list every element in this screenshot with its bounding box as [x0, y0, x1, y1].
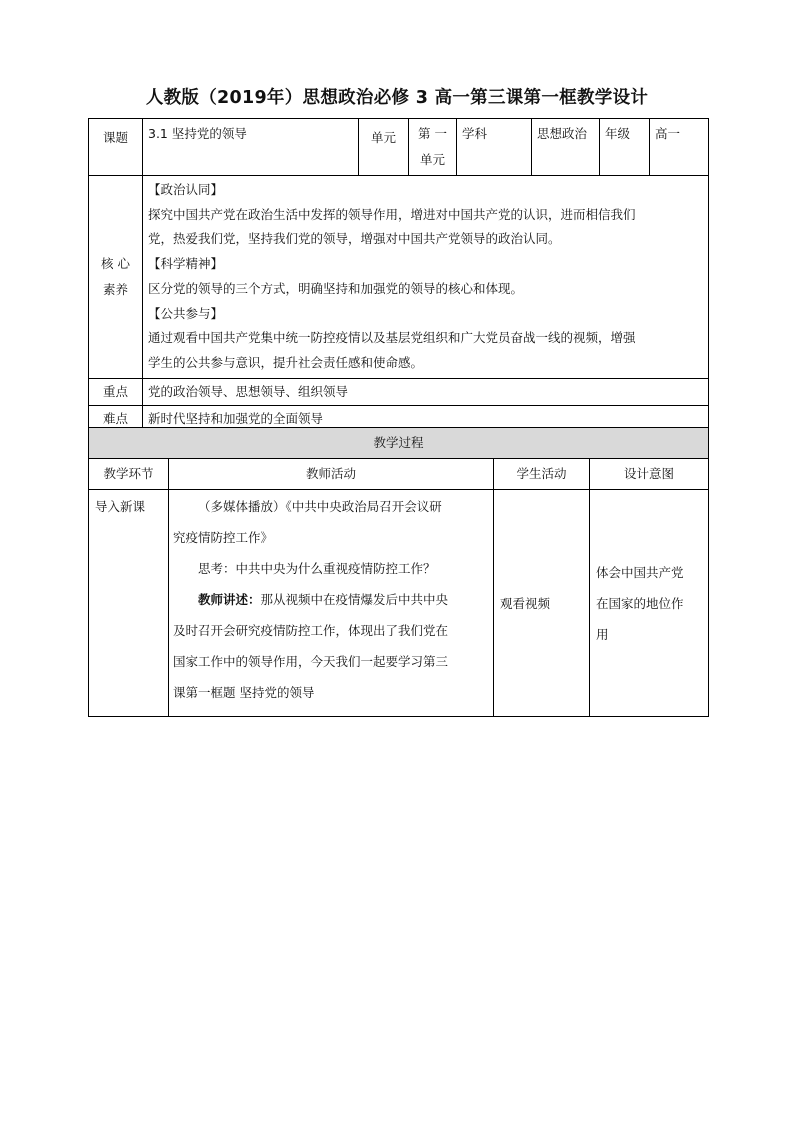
key-point-row — [89, 378, 709, 405]
column-header-student: 学生活动 — [494, 459, 590, 490]
design-line: 在国家的地位作 — [596, 595, 684, 611]
subject-value: 思想政治 — [532, 119, 600, 176]
teacher-line — [173, 584, 489, 615]
process-header-row — [89, 428, 709, 459]
teacher-line: 国家工作中的领导作用，今天我们一起要学习第三 — [173, 654, 449, 669]
column-header-design: 设计意图 — [590, 459, 709, 490]
info-row — [89, 119, 709, 176]
intro-row — [89, 490, 709, 717]
difficulty-label: 难点 — [89, 405, 143, 432]
core-literacy-content — [143, 176, 709, 379]
difficulty-value: 新时代坚持和加强党的全面领导 — [143, 405, 709, 432]
political-identity-heading: 【政治认同】 — [148, 182, 224, 197]
teacher-line: 及时召开会研究疫情防控工作，体现出了我们党在 — [173, 623, 449, 638]
teacher-line-rest: 那从视频中在疫情爆发后中共中央 — [260, 592, 449, 607]
grade-label: 年级 — [600, 119, 650, 176]
unit-value — [409, 119, 457, 176]
unit-label: 单元 — [359, 119, 409, 176]
student-activity-cell: 观看视频 — [494, 490, 590, 717]
public-participation-heading: 【公共参与】 — [148, 305, 224, 321]
teacher-narration-label: 教师讲述： — [198, 592, 261, 607]
unit-value-line2: 单元 — [419, 152, 445, 167]
key-point-value: 党的政治领导、思想领导、组织领导 — [143, 378, 709, 405]
info-table — [88, 118, 709, 433]
scientific-spirit-line: 区分党的领导的三个方式，明确坚持和加强党的领导的核心和体现。 — [148, 280, 524, 296]
design-line: 体会中国共产党 — [596, 564, 684, 580]
process-header: 教学过程 — [89, 428, 709, 459]
grade-value: 高一 — [650, 119, 709, 176]
key-point-label: 重点 — [89, 378, 143, 405]
political-identity-line: 探究中国共产党在政治生活中发挥的领导作用，增进对中国共产党的认识，进而相信我们 — [148, 206, 636, 222]
core-label-line1: 核 心 — [101, 255, 130, 271]
core-literacy-label — [89, 176, 143, 379]
teacher-line: 课第一框题 坚持党的领导 — [173, 685, 315, 700]
core-label-line2: 素养 — [102, 281, 128, 297]
scientific-spirit-heading: 【科学精神】 — [148, 256, 224, 272]
subject-label: 学科 — [457, 119, 532, 176]
topic-label: 课题 — [89, 119, 143, 176]
political-identity-line: 党，热爱我们党，坚持我们党的领导，增强对中国共产党领导的政治认同。 — [148, 231, 561, 247]
document-title: 人教版（2019年）思想政治必修 3 高一第三课第一框教学设计 — [145, 88, 649, 108]
teacher-line: 思考：中共中央为什么重视疫情防控工作？ — [198, 561, 436, 576]
teacher-activity-cell — [169, 490, 494, 717]
stage-cell: 导入新课 — [89, 490, 169, 717]
design-line: 用 — [596, 626, 609, 642]
teacher-line: 究疫情防控工作》 — [173, 530, 274, 545]
teacher-line: （多媒体播放）《中共中央政治局召开会议研 — [198, 499, 442, 514]
column-header-stage: 教学环节 — [89, 459, 169, 490]
public-participation-line: 通过观看中国共产党集中统一防控疫情以及基层党组织和广大党员奋战一线的视频，增强 — [148, 330, 636, 346]
process-table — [88, 427, 709, 717]
unit-value-line1: 第 一 — [418, 126, 447, 141]
topic-value: 3.1 坚持党的领导 — [143, 119, 359, 176]
design-intent-cell — [590, 490, 709, 717]
column-header-teacher: 教师活动 — [169, 459, 494, 490]
column-header-row — [89, 459, 709, 490]
core-literacy-row — [89, 176, 709, 379]
public-participation-line: 学生的公共参与意识，提升社会责任感和使命感。 — [148, 354, 424, 370]
